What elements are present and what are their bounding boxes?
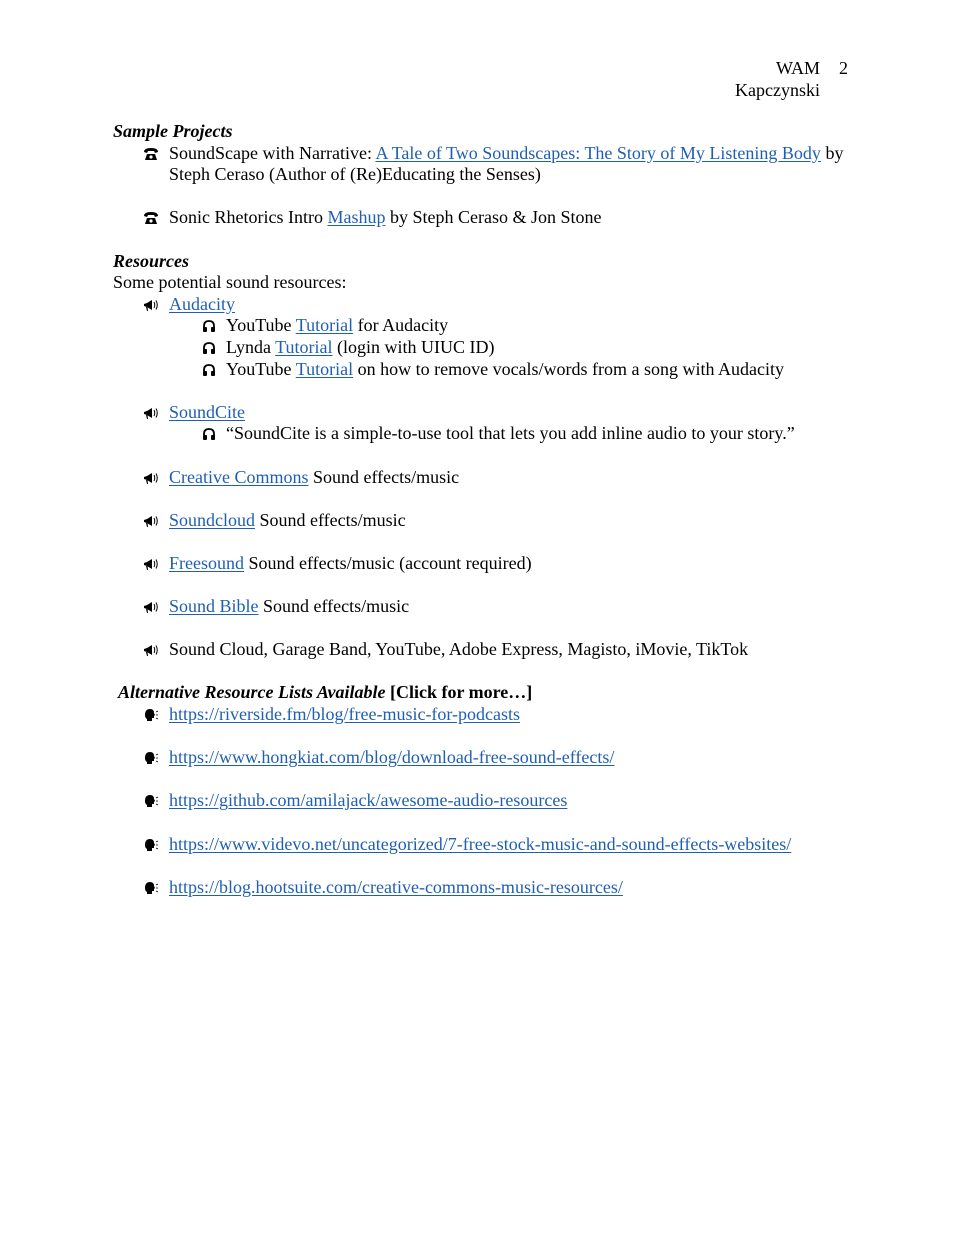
speaking-head-icon [143,793,159,809]
audacity-link[interactable]: Audacity [169,293,235,314]
speaking-head-icon [143,750,159,766]
headphones-icon [201,340,217,356]
speaking-head-icon [143,707,159,723]
headphones-icon [201,318,217,334]
headphones-icon [201,426,217,442]
alt-link-item [113,877,853,899]
alt-link-item [113,747,853,769]
resource-item-audacity [113,294,853,316]
soundscape-link[interactable]: A Tale of Two Soundscapes: The Story of My Listening Body [375,142,821,163]
alt-link-item [113,790,853,812]
page-number: 2 [839,58,848,78]
megaphone-icon [143,297,159,313]
sound-bible-link[interactable]: Sound Bible [169,596,259,617]
sample-projects-heading: Sample Projects [113,121,233,141]
sub-item: “SoundCite is a simple-to-use tool that lets you add inline audio to your story.” [113,423,853,445]
alternative-heading: Alternative Resource Lists Available [Click for more…] [118,682,533,703]
resource-item: Sound Bible Sound effects/music [113,596,853,618]
freesound-link[interactable]: Freesound [169,552,244,573]
url-link[interactable]: https://www.videvo.net/uncategorized/7-free-stock-music-and-sound-effects-websites/ [169,833,792,854]
vocals-tutorial-link[interactable]: Tutorial [295,358,354,379]
url-link[interactable]: https://blog.hootsuite.com/creative-commons-music-resources/ [169,876,623,897]
speaking-head-icon [143,880,159,896]
creative-commons-link[interactable]: Creative Commons [169,466,309,487]
youtube-tutorial-link[interactable]: Tutorial [295,315,354,336]
resources-heading: Resources [113,250,189,271]
alt-link-item [113,834,853,856]
sample-project-item: SoundScape with Narrative: A Tale of Two Soundscapes: The Story of My Listening Body by Steph Ceraso (Author of (Re)Educating the Senses) [113,143,853,186]
alt-link-item [113,704,853,726]
megaphone-icon [143,405,159,421]
megaphone-icon [143,642,159,658]
resource-item: Freesound Sound effects/music (account required) [113,553,853,575]
url-link[interactable]: https://riverside.fm/blog/free-music-for-podcasts [169,704,521,725]
megaphone-icon [143,513,159,529]
megaphone-icon [143,556,159,572]
sub-item: YouTube Tutorial on how to remove vocals/words from a song with Audacity [113,359,853,381]
resource-item: Sound Cloud, Garage Band, YouTube, Adobe Express, Magisto, iMovie, TikTok [113,639,853,661]
document-body [113,121,853,898]
resource-item-soundcite [113,402,853,424]
speaking-head-icon [143,837,159,853]
author-name: Kapczynski [735,80,820,100]
mashup-link[interactable]: Mashup [327,207,386,228]
resources-intro: Some potential sound resources: [113,272,347,293]
url-link[interactable]: https://github.com/amilajack/awesome-audio-resources [169,790,568,811]
url-link[interactable]: https://www.hongkiat.com/blog/download-free-sound-effects/ [169,747,615,768]
soundcite-link[interactable]: SoundCite [169,401,246,422]
lynda-tutorial-link[interactable]: Tutorial [275,336,333,357]
resource-item: Soundcloud Sound effects/music [113,510,853,532]
sub-item: YouTube Tutorial for Audacity [113,315,853,337]
running-head: WAM [776,58,820,78]
megaphone-icon [143,470,159,486]
resource-item: Creative Commons Sound effects/music [113,467,853,489]
page-header [735,57,848,101]
sample-project-item: Sonic Rhetorics Intro Mashup by Steph Ceraso & Jon Stone [113,207,853,229]
sub-item: Lynda Tutorial (login with UIUC ID) [113,337,853,359]
soundcloud-link[interactable]: Soundcloud [169,509,256,530]
headphones-icon [201,362,217,378]
megaphone-icon [143,599,159,615]
telephone-icon [143,210,159,226]
telephone-icon [143,146,159,162]
click-for-more[interactable]: [Click for more…] [389,682,533,703]
